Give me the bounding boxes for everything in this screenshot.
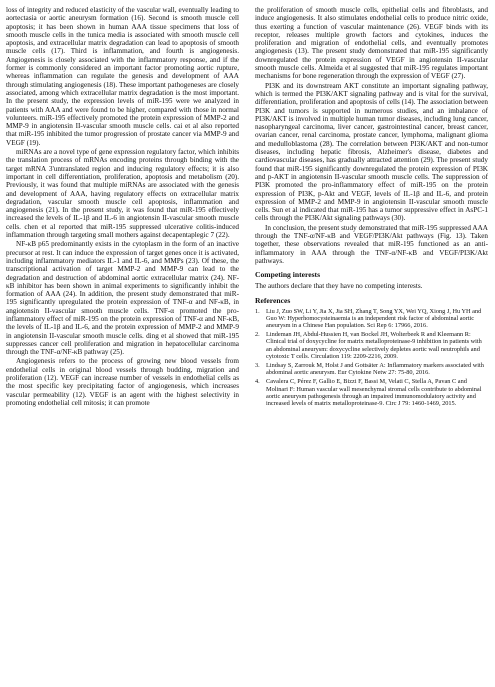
reference-item	[255, 308, 488, 330]
reference-number: 4.	[255, 378, 260, 386]
reference-text: Lindeman JH, Abdul-Hussien H, van Bockel JH, Wolterbeek R and Kleemann R: Clinical trial of doxycycline for matrix metalloproteinase-9 inhibition in patients with an abdominal aneurysm: doxycycline selectively depletes aortic wall neutrophils and cytotoxic T cells. Circulation 119: 2209-2216, 2009.	[266, 331, 482, 360]
body-paragraph: miRNAs are a novel type of gene expression regulatory factor, which inhibits the translation process of mRNAs encoding proteins through binding with the target mRNA 3'untranslated region and inducing regulatory effects; it is also important in cell differentiation, proliferation, apoptosis and metabolism (20). Previously, it was found that multiple miRNAs are associated with the genesis and development of AAA, having regulatory effects on extracellular matrix degradation, vascular smooth muscle cell apoptosis, inflammation and angiogenesis (21). In the present study, it was found that miR-195 effectively increased the levels of IL-1β and IL-6 in angiotensin II-vascular smooth muscle cells. chen et al reported that miR-195 suppressed ulcerative colitis-induced inflammation through targeting small mothers against decapentaplegic 7 (22).	[6, 148, 239, 240]
competing-interests-text: The authors declare that they have no competing interests.	[255, 282, 423, 291]
body-paragraph: PI3K and its downstream AKT constitute an important signaling pathway, which is termed the PI3K/AKT signaling pathway and is vital for the survival, differentiation, proliferation and apoptosis of cells (14). The association between PI3K and tumors is supported in numerous studies, and an imbalance of PI3K/AKT is involved in multiple human tumor diseases, including lung cancer, nasopharyngeal carcinoma, liver cancer, gastrointestinal cancer, breast cancer, ovarian cancer, renal carcinoma, prostate cancer, lymphoma, malignant glioma and medulloblastoma (28). The correlation between PI3K/AKT and non-tumor diseases, including hepatic fibrosis, Alzheimer's disease, diabetes and cardiovascular diseases, has gradually attracted attention (29). The present study found that miR-195 significantly downregulated the protein expression of PI3K and p-AKT in angiotensin II-vascular smooth muscle cells. The suppression of PI3K promoted the pro-inflammatory effect of miR-195 on the protein expression of PI3K, p-Akt and VEGF, levels of IL-1β and IL-6, and protein expression of MMP-2 and MMP-9 in angiotensin II-vascular smooth muscle cells. Sun et al indicated that miR-195 has a tumor suppressive effect in AsPC-1 cells through the PI3K/Akt signaling pathways (30).	[255, 81, 488, 223]
references-list	[255, 308, 488, 408]
right-column	[255, 6, 488, 682]
reference-item	[255, 378, 488, 407]
reference-text: Lindsay S, Zarrouk M, Holst J and Gottsäter A: Inflammatory markers associated with abdominal aortic aneurysm. Eur Cytokine Netw 27: 75-80, 2016.	[266, 361, 484, 377]
reference-number: 3.	[255, 361, 260, 369]
reference-number: 2.	[255, 331, 260, 339]
references-heading: References	[255, 295, 291, 305]
body-paragraph: Angiogenesis refers to the process of growing new blood vessels from endothelial cells in original blood vessels through budding, migration and proliferation (12). VEGF can increase number of vessels in endothelial cells as the most specific key precipitating factor of angiogenesis, which increases vascular permeability (12). VEGF is an agent with the highest selectivity in promoting endothelial cell mitosis; it can promote	[6, 357, 239, 407]
left-column	[6, 6, 239, 682]
body-paragraph: the proliferation of smooth muscle cells, epithelial cells and fibroblasts, and induce angiogenesis. It also stimulates endothelial cells to produce nitric oxide, thus exerting a function of vascular maintenance (26). VEGF binds with its receptor, releases multiple growth factors and cytokines, induces the proliferation and migration of endothelial cells, and eventually promotes angiogenesis (13). The present study demonstrated that miR-195 significantly downregulated the protein expression of VEGF in angiotensin II-vascular smooth muscle cells. Almeida et al suggested that miR-195 regulates important mechanisms for bone regeneration through the expression of VEGF (27).	[255, 6, 488, 81]
body-paragraph: NF-κB p65 predominantly exists in the cytoplasm in the form of an inactive precursor at rest. It can induce the expression of target genes once it is activated, including inflammatory mediators IL-1 and IL-6, and MMPs (23). Of these, the transcriptional activation of target MMP-2 and MMP-9 can lead to the degradation and destruction of abdominal aortic extracellular matrix (24). NF-κB inhibitor has been shown in animal experiments to significantly inhibit the formation of AAA (24). In addition, the present study demonstrated that miR-195 significantly upregulated the protein expression of TNF-α and NF-κB, in angiotensin II-vascular smooth muscle cells. TNF-α promoted the pro-inflammatory effect of miR-195 on the protein expression of TNF-α and NF-κB, the levels of IL-1β and IL-6, and the protein expression of MMP-2 and MMP-9 in angiotensin II-vascular smooth muscle cells. ding et al showed that miR-195 suppresses cancer cell proliferation and migration in hepatocellular carcinoma through the TNF-α/NF-κB pathway (25).	[6, 240, 239, 357]
competing-interests-heading: Competing interests	[255, 270, 321, 280]
reference-text: Cavalera C, Pérez F, Gallio E, Bizzi F, Bassi M, Velati C, Stella A, Pavan C and Molinari F: Human vascular wall mesenchymal stromal cells contribute to abdominal aortic aneurysm pathogenesis through an impaired immunomodulatory activity and increased levels of matrix metalloproteinase-9. Circ J 79: 1460-1469, 2015.	[266, 378, 482, 407]
reference-number: 1.	[255, 307, 260, 315]
body-paragraph: In conclusion, the present study demonstrated that miR-195 suppressed AAA through the TNF-α/NF-κB and VEGF/PI3K/Akt pathways (Fig. 13). Taken together, these observations revealed that miR-195 functioned as an anti-inflammatory in AAA through the TNF-α/NF-κB and VEGF/PI3K/Akt pathways.	[255, 223, 488, 265]
reference-item	[255, 331, 488, 360]
reference-text: Liu J, Zuo SW, Li Y, Jia X, Jia SH, Zhang T, Song YX, Wei YQ, Xiong J, Hu YH and Guo W: Hyperhomocysteinaemia is an independent risk factor of abdominal aortic aneurysm in a Chinese Han population. Sci Rep 6: 17966, 2016.	[266, 307, 482, 329]
reference-item	[255, 362, 488, 376]
body-paragraph: loss of integrity and reduced elasticity of the vascular wall, eventually leading to aortectasia or aortic aneurysm formation (16). Second is smooth muscle cell apoptosis; it has been shown in human AAA tissue specimens that loss of smooth muscle cells in the tunica media is associated with smooth muscle cell apoptosis, and extracellular matrix degradation can lead to apoptosis of smooth muscle cells (17). Third is inflammation, and fourth is angiogenesis. Angiogenesis is closely associated with the inflammatory response, and if the former is commonly considered an important factor promoting aortic rupture, whereas inflammation can regulate the genesis and development of AAA through stimulating angiogenesis (18). These important pathogeneses are closely associated, among which extracellular matrix degradation is the most important. In the present study, the expression levels of miR-195 were we analyzed in patients with AAA and were found to be higher, compared with those in normal volunteers. miR-195 effectively promoted the protein expression of MMP-2 and MMP-9 in angiotensin II-vascular smooth muscle cells. cai et al also reported that miR-195 inhibited the tumor progression of prostate cancer via MMP-9 and VEGF (19).	[6, 6, 239, 147]
